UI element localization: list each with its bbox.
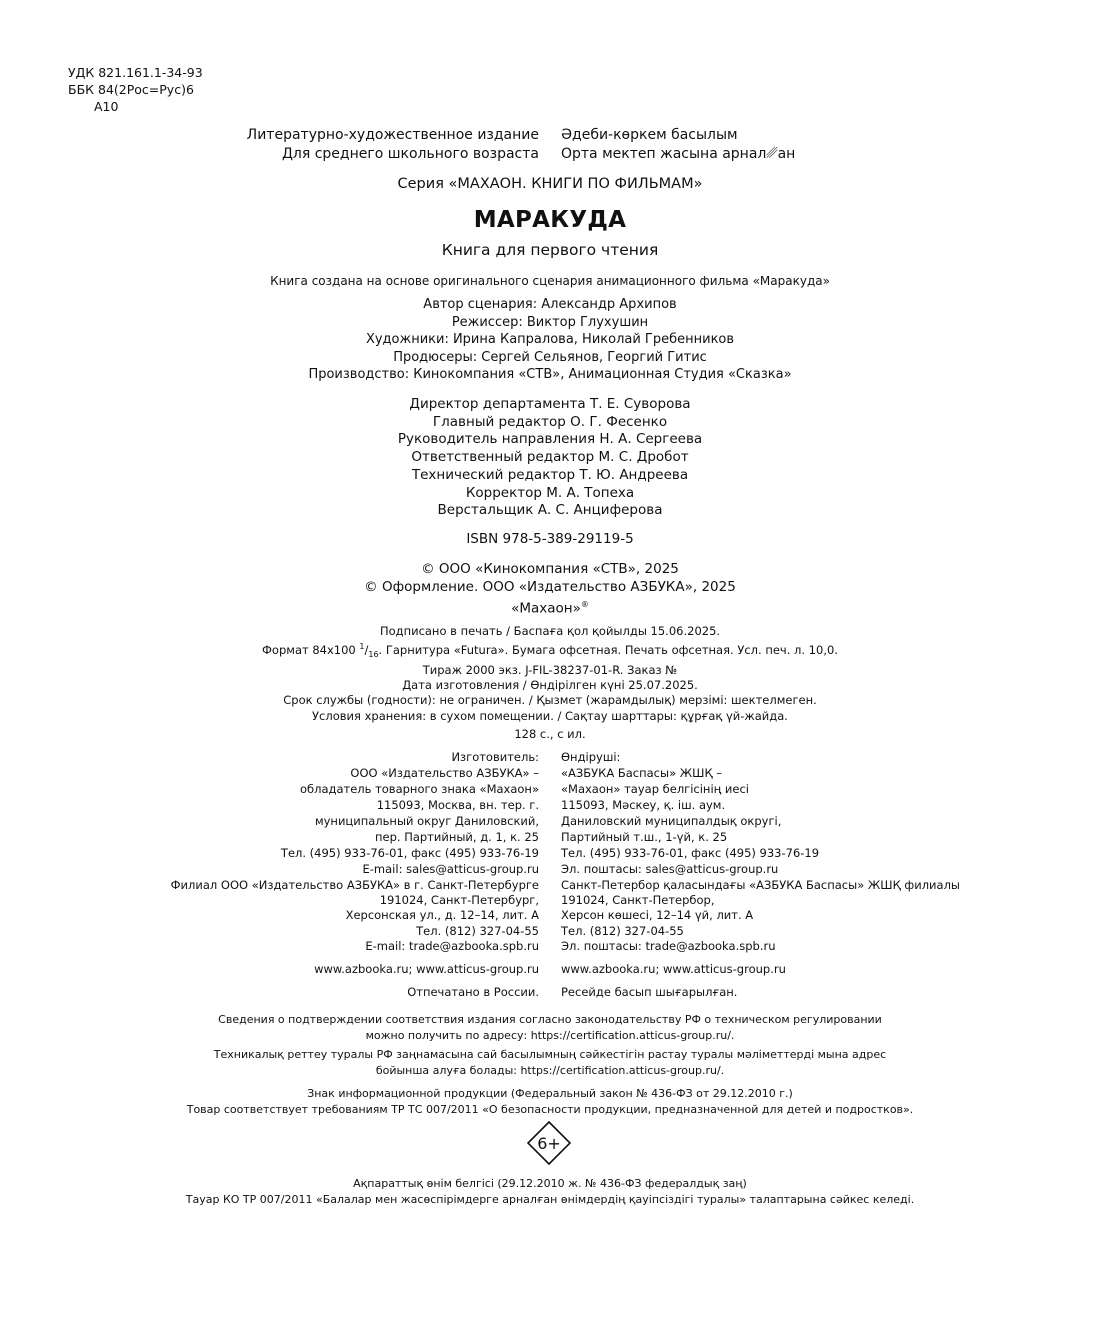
- branch-kz-line: Тел. (812) 327-04-55: [561, 923, 684, 938]
- law-ru-line1: Знак информационной продукции (Федеральный закон № 436-ФЗ от 29.12.2010 г.): [307, 1087, 793, 1100]
- bbk-code: ББК 84(2Рос=Рус)6: [68, 82, 194, 97]
- branch-block: [0, 878, 1100, 954]
- format-fraction-den: 16: [368, 650, 379, 660]
- manufacturer-kz-line: Партийный т.ш., 1-үй, к. 25: [561, 830, 728, 844]
- law-ru-line2: Товар соответствует требованиям ТР ТС 007/2011 «О безопасности продукции, предназначенной для детей и подростков».: [186, 1102, 914, 1116]
- genre-ru-line2: Для среднего школьного возраста: [281, 146, 539, 162]
- author-mark: А10: [94, 99, 119, 114]
- printed-in-kz: Ресейде басып шығарылған.: [561, 985, 738, 999]
- copyright-line: © Оформление. ООО «Издательство АЗБУКА», 2025: [364, 579, 736, 595]
- manufacturer-kz-line: Даниловский муниципалдық округі,: [561, 814, 782, 828]
- genre-ru-line1: Литературно-художественное издание: [246, 127, 539, 143]
- book-subtitle: Книга для первого чтения: [441, 241, 659, 259]
- branch-ru-line: 191024, Санкт-Петербург,: [379, 893, 539, 908]
- manufacturer-kz-line: 115093, Мәскеу, қ. іш. аум.: [561, 798, 726, 812]
- manufacturer-ru-line: Изготовитель:: [451, 750, 539, 764]
- copyright-line: © ООО «Кинокомпания «СТВ», 2025: [421, 561, 679, 577]
- based-on-note: Книга создана на основе оригинального сценария анимационного фильма «Маракуда»: [270, 274, 830, 288]
- editorial-line: Верстальщик А. С. Анциферова: [437, 502, 663, 519]
- manufacturer-kz-line: «АЗБУКА Баспасы» ЖШҚ –: [561, 766, 723, 780]
- film-credits: [0, 296, 1100, 384]
- editorial-staff: [0, 396, 1100, 520]
- branch-ru-line: E-mail: trade@azbooka.spb.ru: [365, 938, 539, 953]
- trademark-name: «Махаон»: [511, 600, 581, 617]
- service-life: Срок службы (годности): не ограничен. / Қызмет (жарамдылық) мерзімі: шектелмеген.: [283, 693, 817, 708]
- udk-code: УДК 821.161.1-34-93: [68, 65, 203, 80]
- branch-ru-line: Херсонская ул., д. 12–14, лит. А: [345, 908, 539, 923]
- credit-line: Продюсеры: Сергей Сельянов, Георгий Гитис: [393, 349, 707, 365]
- format-prefix: Формат 84х100: [262, 643, 360, 658]
- manufacture-date: Дата изготовления / Өндірілген күні 25.07.2025.: [402, 678, 698, 693]
- genre-kz-line2: Орта мектеп жасына арнал␥ан: [561, 146, 796, 162]
- manufacturer-kz-line: Эл. поштасы: sales@atticus-group.ru: [561, 862, 779, 876]
- manufacturer-kz-line: Тел. (495) 933-76-01, факс (495) 933-76-19: [561, 846, 820, 860]
- websites: [0, 962, 1100, 976]
- branch-kz-line: Эл. поштасы: trade@azbooka.spb.ru: [561, 938, 776, 953]
- page-count: 128 с., с ил.: [514, 727, 586, 741]
- storage-conditions: Условия хранения: в сухом помещении. / Сақтау шарттары: құрғақ үй-жайда.: [312, 708, 788, 723]
- law-notice-kz: [0, 1176, 1100, 1207]
- editorial-line: Главный редактор О. Г. Фесенко: [432, 413, 668, 430]
- editorial-line: Корректор М. А. Топеха: [465, 484, 635, 501]
- credit-line: Режиссер: Виктор Глухушин: [451, 314, 649, 330]
- manufacturer-ru-line: E-mail: sales@atticus-group.ru: [362, 862, 539, 876]
- branch-kz-line: Санкт-Петербор қаласындағы «АЗБУКА Баспасы» ЖШҚ филиалы: [561, 878, 960, 892]
- manufacturer-kz-line: Өндіруші:: [561, 750, 621, 764]
- manufacturer-block: [0, 749, 1100, 877]
- age-rating-badge: [527, 1121, 571, 1165]
- certification-kz-line2: бойынша алуға болады: https://certification.atticus-group.ru/.: [375, 1063, 725, 1077]
- genre-block: [0, 126, 1100, 164]
- manufacturer-ru-line: Тел. (495) 933-76-01, факс (495) 933-76-19: [280, 846, 539, 860]
- certification-kz: [0, 1047, 1100, 1078]
- credit-line: Художники: Ирина Капралова, Николай Гребенников: [365, 332, 735, 347]
- branch-ru-line: Филиал ООО «Издательство АЗБУКА» в г. Санкт-Петербурге: [170, 878, 539, 892]
- printed-in: [0, 985, 1100, 999]
- branch-ru-line: Тел. (812) 327-04-55: [416, 923, 539, 938]
- series-name: Серия «МАХАОН. КНИГИ ПО ФИЛЬМАМ»: [397, 176, 703, 192]
- manufacturer-ru-line: ООО «Издательство АЗБУКА» –: [350, 766, 539, 780]
- age-rating-text: 6+: [537, 1134, 561, 1153]
- isbn: ISBN 978-5-389-29119-5: [466, 531, 634, 547]
- certification-ru-line1: Сведения о подтверждении соответствия издания согласно законодательству РФ о техническом регулировании: [218, 1013, 882, 1026]
- fraction-slash: /: [364, 643, 369, 658]
- format-suffix: . Гарнитура «Futura». Бумага офсетная. Печать офсетная. Усл. печ. л. 10,0.: [378, 643, 838, 658]
- certification-kz-line1: Техникалық реттеу туралы РФ заңнамасына сай басылымның сәйкестігін растау туралы мәліметтерді мына адрес: [213, 1048, 887, 1061]
- manufacturer-kz-line: «Махаон» тауар белгісінің иесі: [561, 782, 749, 796]
- genre-kz-line1: Әдеби-көркем басылым: [561, 127, 738, 143]
- certification-ru-line2: можно получить по адресу: https://certification.atticus-group.ru/.: [365, 1028, 735, 1042]
- book-title: МАРАКУДА: [473, 207, 627, 233]
- copyright-block: [0, 560, 1100, 618]
- branch-kz-line: Херсон көшесі, 12–14 үй, лит. А: [561, 908, 754, 923]
- editorial-line: Ответственный редактор М. С. Дробот: [411, 449, 689, 466]
- editorial-line: Руководитель направления Н. А. Сергеева: [397, 431, 703, 448]
- law-notice-ru: [0, 1086, 1100, 1117]
- editorial-line: Технический редактор Т. Ю. Андреева: [411, 466, 689, 483]
- website-ru: www.azbooka.ru; www.atticus-group.ru: [314, 962, 539, 976]
- credit-line: Автор сценария: Александр Архипов: [423, 297, 677, 312]
- print-run: Тираж 2000 экз. J-FIL-38237-01-R. Заказ №: [422, 662, 678, 677]
- signed-date: Подписано в печать / Баспаға қол қойылды 15.06.2025.: [379, 624, 721, 638]
- website-kz: www.azbooka.ru; www.atticus-group.ru: [561, 962, 786, 976]
- printed-in-ru: Отпечатано в России.: [407, 985, 539, 999]
- registered-mark: ®: [580, 600, 589, 609]
- manufacturer-ru-line: пер. Партийный, д. 1, к. 25: [374, 830, 539, 844]
- format-fraction-num: 1: [359, 642, 365, 652]
- manufacturer-ru-line: 115093, Москва, вн. тер. г.: [376, 798, 539, 812]
- law-kz-line1: Ақпараттық өнім белгісі (29.12.2010 ж. № 436-ФЗ федералдық заң): [353, 1177, 747, 1190]
- branch-kz-line: 191024, Санкт-Петербор,: [561, 893, 715, 908]
- diamond-icon: [527, 1121, 571, 1165]
- trademark-line: [0, 596, 1100, 618]
- classification-codes: [68, 64, 203, 115]
- editorial-line: Директор департамента Т. Е. Суворова: [409, 396, 691, 412]
- print-details: [0, 624, 1100, 724]
- manufacturer-ru-line: муниципальный округ Даниловский,: [314, 814, 539, 828]
- certification-ru: [0, 1012, 1100, 1043]
- format-line: [0, 639, 1100, 662]
- law-kz-line2: Тауар КО ТР 007/2011 «Балалар мен жасөспірімдерге арналған өнімдердің қауіпсіздігі туралы» талаптарына сәйкес келеді.: [185, 1192, 915, 1206]
- manufacturer-ru-line: обладатель товарного знака «Махаон»: [299, 782, 539, 796]
- credit-line: Производство: Кинокомпания «СТВ», Анимационная Студия «Сказка»: [308, 367, 792, 382]
